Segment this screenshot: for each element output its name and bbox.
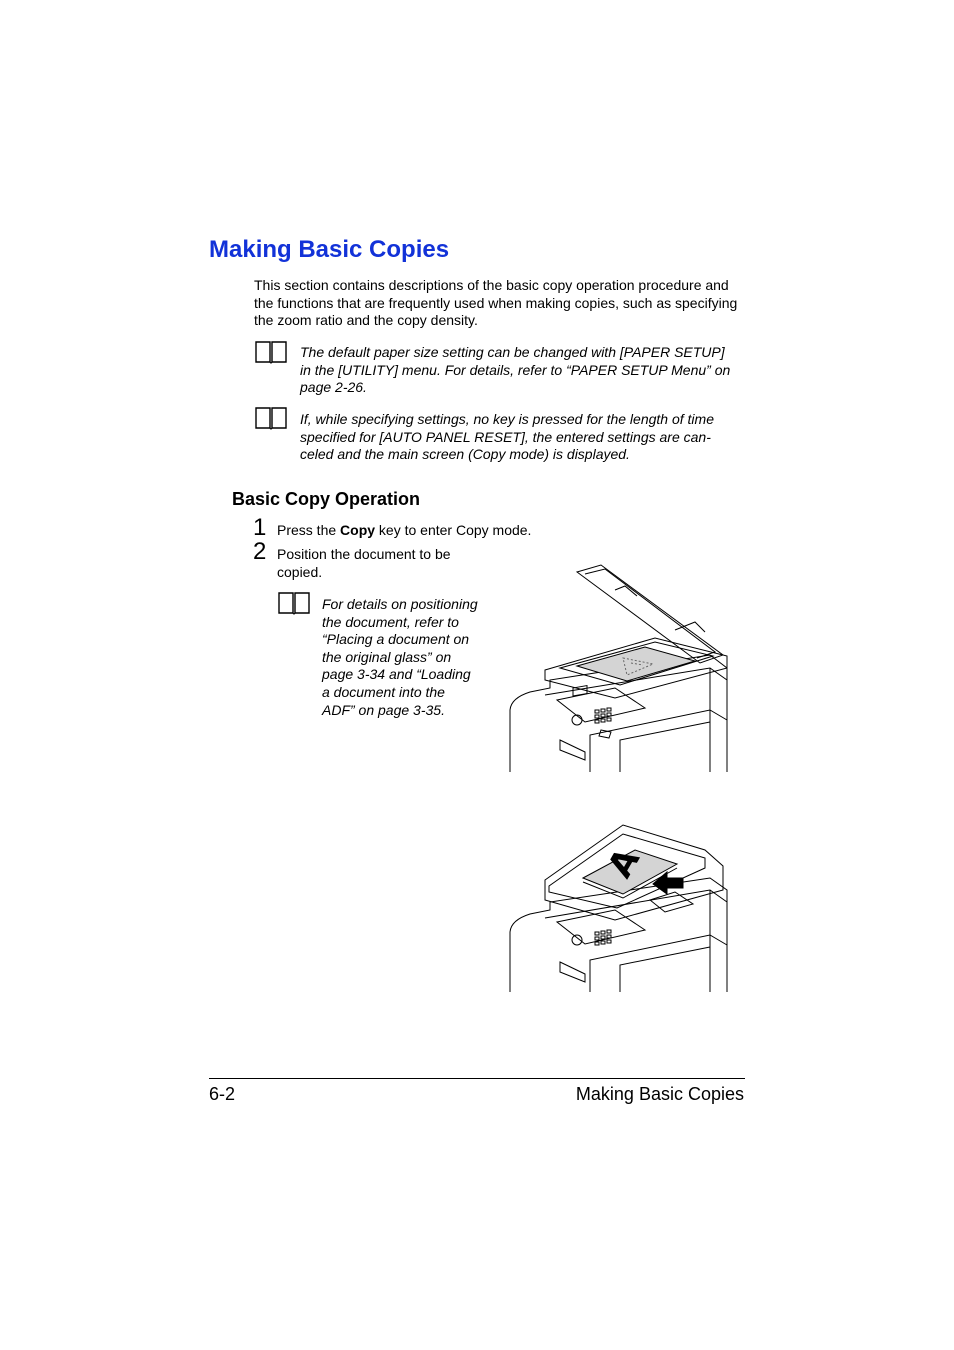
note-line: ADF” on page 3-35.	[322, 701, 445, 718]
document-letter: A	[600, 841, 648, 885]
step-text-prefix: Press the	[277, 522, 341, 538]
step-line: Position the document to be	[277, 546, 451, 562]
note-book-icon	[254, 406, 288, 430]
footer-chapter-title: Making Basic Copies	[575, 1084, 744, 1104]
footer-rule	[209, 1078, 745, 1079]
note-line: in the [UTILITY] menu. For details, refer to “PAPER SETUP Menu” on	[300, 361, 731, 378]
note-line: the document, refer to	[322, 613, 459, 630]
note-line: page 3-34 and “Loading	[322, 666, 471, 683]
step-number: 1	[253, 514, 267, 541]
page-title: Making Basic Copies	[209, 236, 450, 263]
note-line: The default paper size setting can be changed with [PAPER SETUP]	[300, 344, 725, 360]
note-auto-panel-reset	[300, 411, 750, 464]
copy-key-label: Copy	[340, 522, 376, 538]
note-line: a document into the	[322, 683, 445, 700]
intro-paragraph: This section contains descriptions of the basic copy operation procedure and the functions that are frequently used when making copies, such as specifying the zoom ratio and the copy density.	[254, 277, 738, 329]
step-text-suffix: key to enter Copy mode.	[375, 522, 532, 538]
note-positioning-document	[322, 596, 502, 719]
note-line: page 2-26.	[300, 379, 367, 396]
note-line: “Placing a document on	[322, 631, 470, 648]
page-number: 6-2	[209, 1084, 236, 1104]
note-book-icon	[277, 591, 311, 615]
step-line: copied.	[277, 563, 323, 580]
note-book-icon	[254, 340, 288, 364]
printer-adf-illustration	[505, 820, 735, 995]
step-2-text	[277, 546, 451, 581]
note-line: If, while specifying settings, no key is pressed for the length of time	[300, 411, 714, 427]
note-line: celed and the main screen (Copy mode) is displayed.	[300, 446, 630, 463]
note-line: the original glass” on	[322, 648, 452, 665]
note-paper-setup	[300, 344, 750, 397]
note-line: specified for [AUTO PANEL RESET], the entered settings are can-	[300, 428, 711, 445]
printer-glass-illustration	[505, 560, 735, 775]
step-number: 2	[253, 538, 267, 565]
step-1-text	[277, 522, 531, 540]
note-line: For details on positioning	[322, 596, 478, 612]
section-title: Basic Copy Operation	[232, 489, 421, 509]
